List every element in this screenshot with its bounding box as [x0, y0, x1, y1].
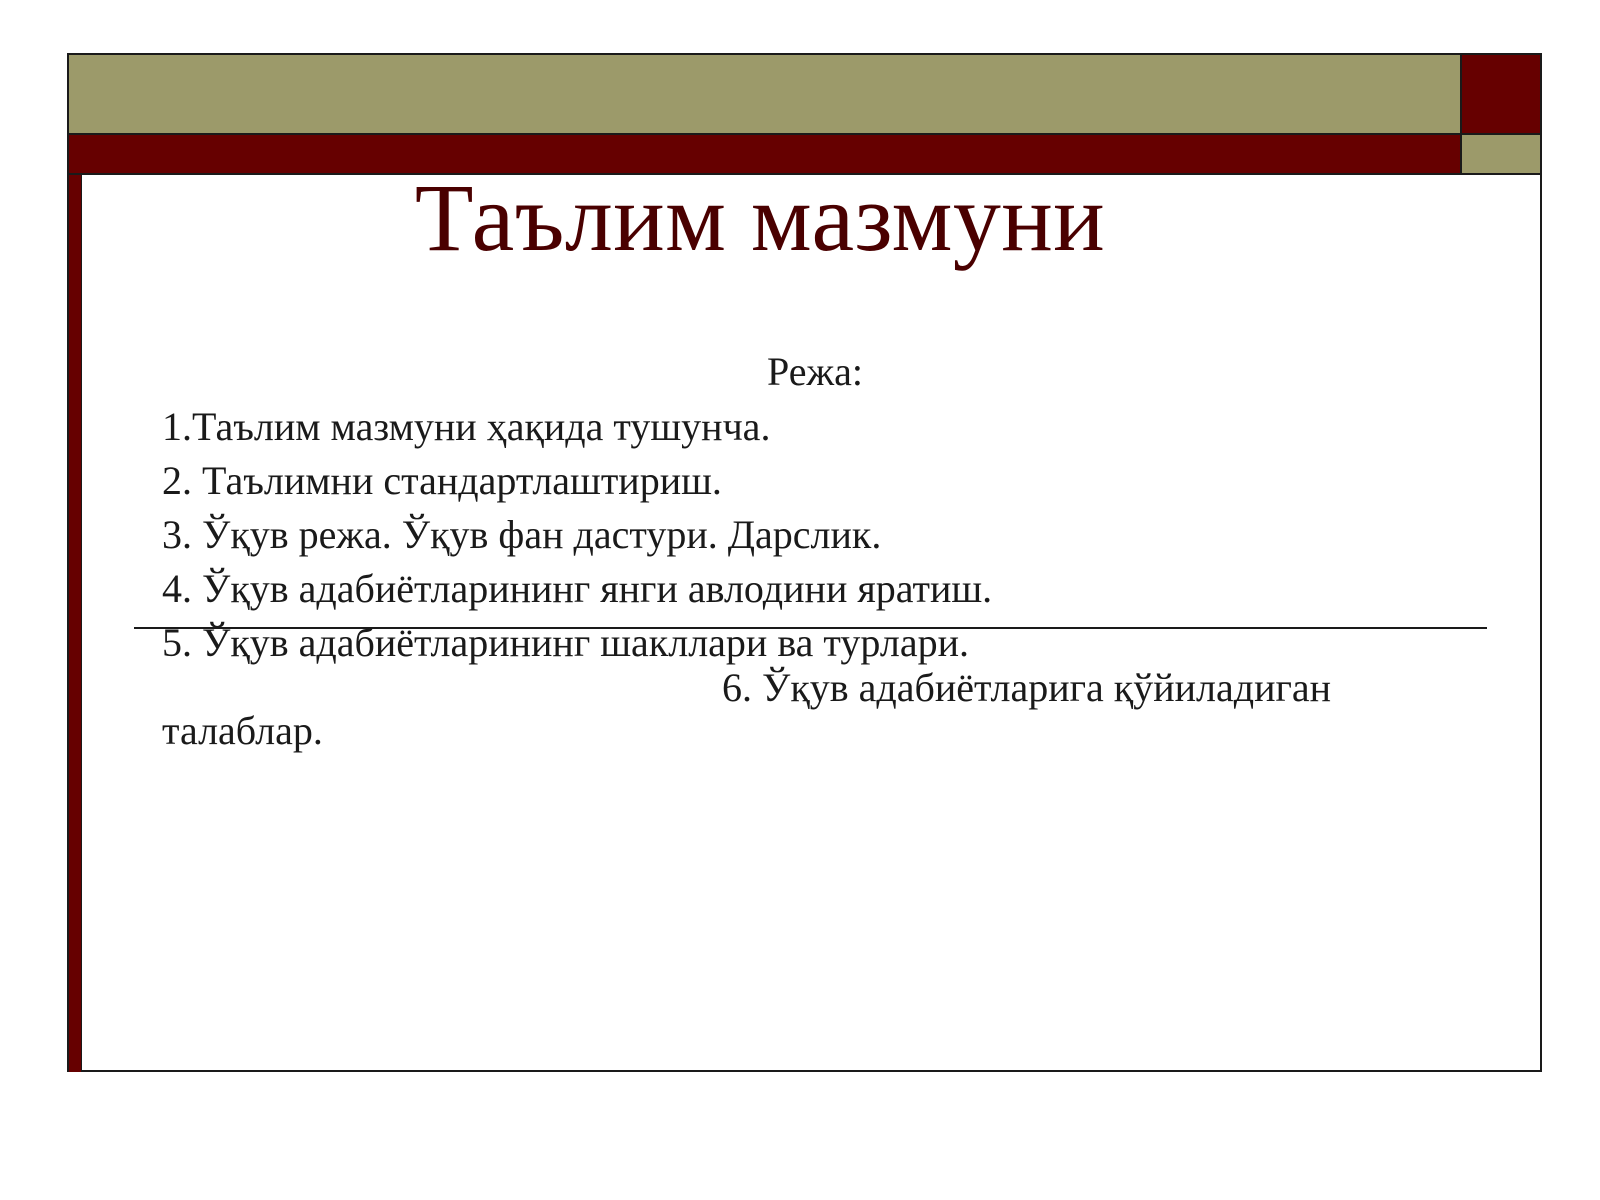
agenda-item: 3. Ўқув режа. Ўқув фан дастури. Дарслик.: [162, 512, 882, 557]
left-accent-stripe: [69, 175, 82, 1072]
agenda-item: 1.Таълим мазмуни ҳақида тушунча.: [162, 404, 771, 449]
plan-heading: Режа:: [767, 349, 863, 394]
agenda-item-last: 6. Ўқув адабиётларига қўйиладиган талаблар.: [162, 665, 1332, 753]
agenda-list: [162, 400, 1412, 670]
horizontal-divider: [134, 627, 1487, 629]
corner-block-olive: [1462, 135, 1540, 175]
agenda-item: 2. Таълимни стандартлаштириш.: [162, 458, 722, 503]
corner-block-red: [1462, 55, 1540, 135]
header-band-olive: [69, 55, 1462, 135]
slide-title: Таълим мазмуни: [414, 164, 1106, 271]
agenda-item: 5. Ўқув адабиётларининг шакллари ва турлари.: [162, 620, 969, 665]
agenda-item: 4. Ўқув адабиётларининг янги авлодини яратиш.: [162, 566, 993, 611]
